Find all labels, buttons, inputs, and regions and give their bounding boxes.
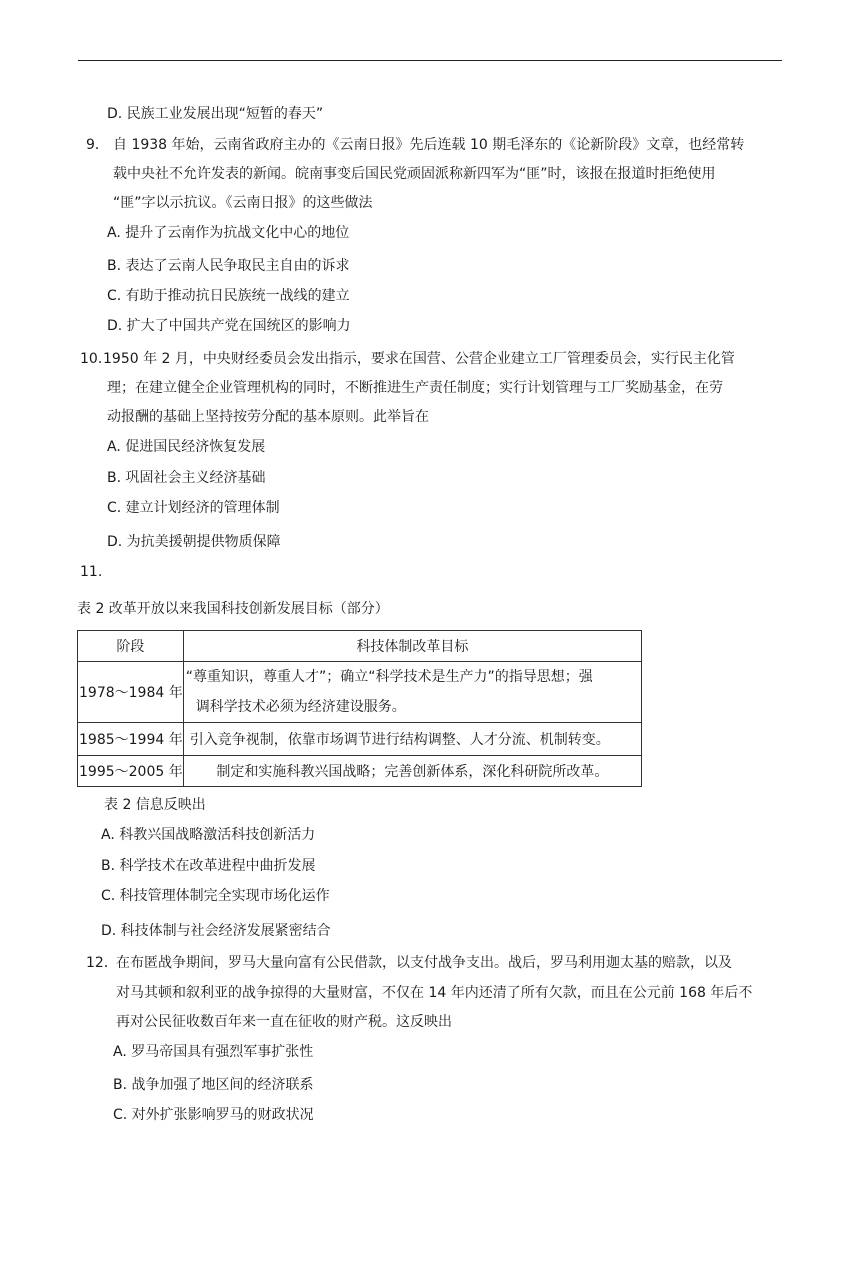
q10-option-a: A. 促进国民经济恢复发展 xyxy=(107,439,266,455)
table-row xyxy=(78,756,642,787)
q12-option-b: B. 战争加强了地区间的经济联系 xyxy=(113,1077,314,1093)
q9-option-d: D. 扩大了中国共产党在国统区的影响力 xyxy=(107,318,351,334)
q12-number: 12． xyxy=(86,955,118,971)
q11-option-c: C. 科技管理体制完全实现市场化运作 xyxy=(101,888,330,904)
q9-option-a: A. 提升了云南作为抗战文化中心的地位 xyxy=(107,225,350,241)
q10-option-d: D. 为抗美援朝提供物质保障 xyxy=(107,534,281,550)
q11-option-d: D. 科技体制与社会经济发展紧密结合 xyxy=(101,923,331,939)
q11-number: 11. xyxy=(80,564,103,580)
q9-stem-line-1: 自 1938 年始，云南省政府主办的《云南日报》先后连载 10 期毛泽东的《论新阶段》文章，也经常转 xyxy=(113,137,745,153)
q12-option-c: C. 对外扩张影响罗马的财政状况 xyxy=(113,1107,314,1123)
header-rule xyxy=(78,60,782,61)
q10-number: 10. xyxy=(80,351,103,367)
table-row xyxy=(78,723,642,756)
table-header-stage: 阶段 xyxy=(78,631,184,662)
table-cell-goal-line: 调科学技术必须为经济建设服务。 xyxy=(195,699,406,715)
q10-stem-line-1: 1950 年 2 月，中央财经委员会发出指示，要求在国营、公营企业建立工厂管理委员会，实行民主化管 xyxy=(103,351,735,367)
q10-stem-line-3: 动报酬的基础上坚持按劳分配的基本原则。此举旨在 xyxy=(107,409,429,425)
table-cell-stage: 1995～2005 年 xyxy=(78,756,184,787)
q9-stem-line-3: “匪”字以示抗议。《云南日报》的这些做法 xyxy=(113,195,373,211)
q10-option-c: C. 建立计划经济的管理体制 xyxy=(107,500,280,516)
q12-stem-line-2: 对马其顿和叙利亚的战争掠得的大量财富，不仅在 14 年内还清了所有欠款，而且在公元前 168 年后不 xyxy=(116,985,753,1001)
table-cell-goal: 制定和实施科教兴国战略；完善创新体系，深化科研院所改革。 xyxy=(183,756,641,787)
table-cell-goal xyxy=(183,662,641,723)
table-cell-stage: 1985～1994 年 xyxy=(78,723,184,756)
q9-option-c: C. 有助于推动抗日民族统一战线的建立 xyxy=(107,288,350,304)
q12-stem-line-1: 在布匿战争期间，罗马大量向富有公民借款，以支付战争支出。战后，罗马利用迦太基的赔款，以及 xyxy=(116,955,732,971)
table-cell-stage: 1978～1984 年 xyxy=(78,662,184,723)
q10-stem-line-2: 理；在建立健全企业管理机构的同时，不断推进生产责任制度；实行计划管理与工厂奖励基金，在劳 xyxy=(107,380,723,396)
table-2 xyxy=(77,630,642,787)
q9-option-b: B. 表达了云南人民争取民主自由的诉求 xyxy=(107,258,350,274)
q10-option-b: B. 巩固社会主义经济基础 xyxy=(107,470,266,486)
q9-number: 9． xyxy=(86,137,109,153)
q11-option-b: B. 科学技术在改革进程中曲折发展 xyxy=(101,858,316,874)
q12-stem-line-3: 再对公民征收数百年来一直在征收的财产税。这反映出 xyxy=(116,1014,452,1030)
q8-option-d: D. 民族工业发展出现“短暂的春天” xyxy=(107,106,324,122)
table-row xyxy=(78,662,642,723)
q11-stem: 表 2 信息反映出 xyxy=(104,797,206,813)
q11-option-a: A. 科教兴国战略激活科技创新活力 xyxy=(101,827,316,843)
table-cell-goal-line: “尊重知识，尊重人才”；确立“科学技术是生产力”的指导思想；强 xyxy=(185,669,593,685)
table-caption: 表 2 改革开放以来我国科技创新发展目标（部分） xyxy=(77,601,389,617)
table-header-goal: 科技体制改革目标 xyxy=(183,631,641,662)
table-header-row xyxy=(78,631,642,662)
q9-stem-line-2: 载中央社不允许发表的新闻。皖南事变后国民党顽固派称新四军为“匪”时，该报在报道时拒绝使用 xyxy=(113,166,716,182)
table-cell-goal: 引入竞争视制，依靠市场调节进行结构调整、人才分流、机制转变。 xyxy=(183,723,641,756)
q12-option-a: A. 罗马帝国具有强烈军事扩张性 xyxy=(113,1044,314,1060)
